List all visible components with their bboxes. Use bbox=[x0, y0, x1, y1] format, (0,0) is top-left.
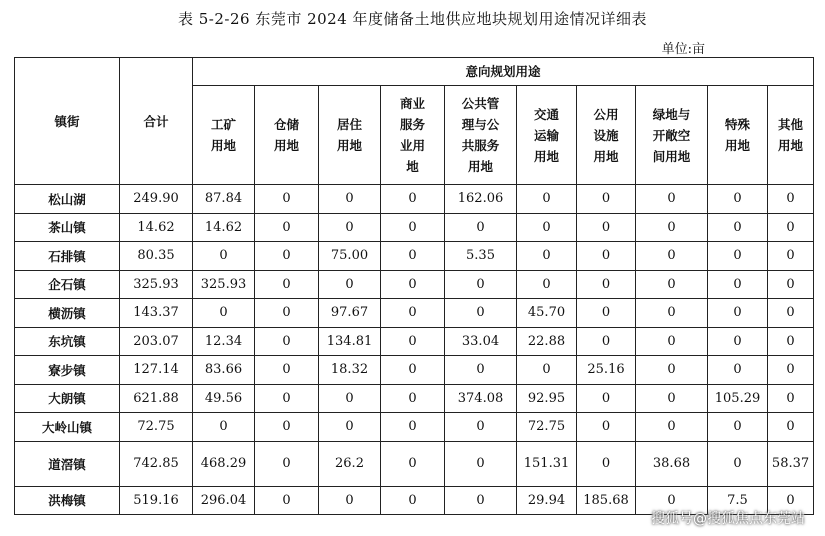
table-title: 表 5-2-26 东莞市 2024 年度储备土地供应地块规划用途情况详细表 bbox=[177, 10, 648, 28]
header-col-line: 用地 bbox=[336, 138, 362, 153]
header-col-line: 地 bbox=[406, 159, 419, 174]
town-cell: 大朗镇 bbox=[15, 384, 120, 413]
table-row bbox=[15, 356, 814, 385]
table-row bbox=[15, 441, 814, 486]
town-cell: 大岭山镇 bbox=[15, 413, 120, 442]
value-cell: 0 bbox=[255, 327, 319, 356]
header-col-line: 开敞空 bbox=[652, 127, 691, 143]
header-col-line: 工矿 bbox=[210, 117, 236, 132]
value-cell: 0 bbox=[768, 486, 814, 515]
value-cell: 0 bbox=[255, 185, 319, 214]
header-col-3 bbox=[381, 86, 445, 185]
town-cell: 企石镇 bbox=[15, 270, 120, 299]
town-cell: 寮步镇 bbox=[15, 356, 120, 385]
total-cell: 72.75 bbox=[120, 413, 193, 442]
value-cell: 0 bbox=[768, 413, 814, 442]
value-cell: 0 bbox=[445, 299, 517, 328]
value-cell: 134.81 bbox=[319, 327, 381, 356]
value-cell: 185.68 bbox=[577, 486, 636, 515]
value-cell: 0 bbox=[577, 384, 636, 413]
value-cell: 0 bbox=[768, 185, 814, 214]
town-cell: 东坑镇 bbox=[15, 327, 120, 356]
header-col-6 bbox=[577, 86, 636, 185]
value-cell: 0 bbox=[636, 185, 708, 214]
value-cell: 97.67 bbox=[319, 299, 381, 328]
header-col-line: 用地 bbox=[210, 138, 236, 153]
header-col-7 bbox=[636, 86, 708, 185]
value-cell: 0 bbox=[708, 441, 768, 486]
value-cell: 0 bbox=[768, 384, 814, 413]
value-cell: 7.5 bbox=[708, 486, 768, 515]
header-col-8 bbox=[708, 86, 768, 185]
unit-label: 单位:亩 bbox=[661, 42, 705, 57]
value-cell: 0 bbox=[577, 213, 636, 242]
value-cell: 0 bbox=[636, 299, 708, 328]
value-cell: 0 bbox=[517, 242, 577, 271]
total-cell: 519.16 bbox=[120, 486, 193, 515]
value-cell: 0 bbox=[517, 185, 577, 214]
value-cell: 5.35 bbox=[445, 242, 517, 271]
value-cell: 0 bbox=[577, 270, 636, 299]
value-cell: 0 bbox=[193, 299, 255, 328]
town-cell: 横沥镇 bbox=[15, 299, 120, 328]
header-col-0 bbox=[193, 86, 255, 185]
value-cell: 296.04 bbox=[193, 486, 255, 515]
value-cell: 0 bbox=[381, 185, 445, 214]
total-cell: 203.07 bbox=[120, 327, 193, 356]
value-cell: 0 bbox=[577, 413, 636, 442]
value-cell: 0 bbox=[381, 441, 445, 486]
value-cell: 0 bbox=[577, 299, 636, 328]
value-cell: 0 bbox=[636, 486, 708, 515]
value-cell: 0 bbox=[381, 384, 445, 413]
value-cell: 92.95 bbox=[517, 384, 577, 413]
value-cell: 83.66 bbox=[193, 356, 255, 385]
header-col-line: 用地 bbox=[273, 138, 299, 153]
header-col-1 bbox=[255, 86, 319, 185]
header-col-2 bbox=[319, 86, 381, 185]
value-cell: 29.94 bbox=[517, 486, 577, 515]
value-cell: 0 bbox=[255, 242, 319, 271]
value-cell: 0 bbox=[517, 356, 577, 385]
table-row bbox=[15, 299, 814, 328]
value-cell: 0 bbox=[381, 356, 445, 385]
value-cell: 0 bbox=[636, 327, 708, 356]
value-cell: 0 bbox=[255, 441, 319, 486]
table-row bbox=[15, 242, 814, 271]
value-cell: 151.31 bbox=[517, 441, 577, 486]
value-cell: 0 bbox=[319, 213, 381, 242]
header-group: 意向规划用途 bbox=[193, 58, 814, 86]
value-cell: 0 bbox=[636, 270, 708, 299]
value-cell: 0 bbox=[445, 441, 517, 486]
value-cell: 33.04 bbox=[445, 327, 517, 356]
value-cell: 468.29 bbox=[193, 441, 255, 486]
value-cell: 22.88 bbox=[517, 327, 577, 356]
total-cell: 742.85 bbox=[120, 441, 193, 486]
value-cell: 0 bbox=[708, 185, 768, 214]
value-cell: 0 bbox=[768, 270, 814, 299]
header-col-line: 理与公 bbox=[461, 117, 500, 132]
total-cell: 325.93 bbox=[120, 270, 193, 299]
total-cell: 14.62 bbox=[120, 213, 193, 242]
value-cell: 0 bbox=[517, 270, 577, 299]
value-cell: 0 bbox=[708, 356, 768, 385]
header-col-line: 用地 bbox=[593, 148, 619, 164]
value-cell: 0 bbox=[577, 242, 636, 271]
value-cell: 0 bbox=[319, 185, 381, 214]
table-row bbox=[15, 185, 814, 214]
value-cell: 75.00 bbox=[319, 242, 381, 271]
value-cell: 0 bbox=[255, 356, 319, 385]
header-col-line: 公共管 bbox=[461, 96, 500, 111]
value-cell: 0 bbox=[768, 299, 814, 328]
header-total: 合计 bbox=[120, 58, 193, 185]
value-cell: 374.08 bbox=[445, 384, 517, 413]
value-cell: 105.29 bbox=[708, 384, 768, 413]
value-cell: 0 bbox=[708, 270, 768, 299]
value-cell: 0 bbox=[636, 384, 708, 413]
header-col-line: 共服务 bbox=[461, 138, 500, 153]
value-cell: 0 bbox=[193, 413, 255, 442]
value-cell: 45.70 bbox=[517, 299, 577, 328]
value-cell: 0 bbox=[381, 242, 445, 271]
header-col-line: 居住 bbox=[336, 117, 362, 132]
value-cell: 0 bbox=[381, 213, 445, 242]
watermark: 搜狐号@搜狐焦点东莞站 bbox=[651, 511, 805, 527]
total-cell: 80.35 bbox=[120, 242, 193, 271]
header-col-line: 用地 bbox=[533, 148, 559, 164]
value-cell: 0 bbox=[255, 299, 319, 328]
table-row bbox=[15, 384, 814, 413]
town-cell: 道滘镇 bbox=[15, 441, 120, 486]
header-col-4 bbox=[445, 86, 517, 185]
header-col-line: 用地 bbox=[467, 159, 493, 174]
total-cell: 127.14 bbox=[120, 356, 193, 385]
value-cell: 0 bbox=[445, 213, 517, 242]
land-use-table bbox=[14, 57, 814, 515]
header-col-line: 用地 bbox=[724, 138, 750, 153]
value-cell: 0 bbox=[636, 356, 708, 385]
header-col-line: 其他 bbox=[778, 117, 804, 132]
value-cell: 0 bbox=[255, 270, 319, 299]
value-cell: 0 bbox=[319, 413, 381, 442]
town-cell: 洪梅镇 bbox=[15, 486, 120, 515]
value-cell: 0 bbox=[445, 356, 517, 385]
value-cell: 0 bbox=[517, 213, 577, 242]
value-cell: 25.16 bbox=[577, 356, 636, 385]
value-cell: 0 bbox=[708, 327, 768, 356]
value-cell: 0 bbox=[381, 270, 445, 299]
value-cell: 0 bbox=[193, 242, 255, 271]
value-cell: 0 bbox=[708, 413, 768, 442]
header-col-line: 绿地与 bbox=[652, 106, 691, 122]
value-cell: 87.84 bbox=[193, 185, 255, 214]
town-cell: 茶山镇 bbox=[15, 213, 120, 242]
value-cell: 0 bbox=[636, 413, 708, 442]
value-cell: 162.06 bbox=[445, 185, 517, 214]
header-col-line: 服务 bbox=[399, 117, 425, 132]
value-cell: 72.75 bbox=[517, 413, 577, 442]
table-row bbox=[15, 413, 814, 442]
value-cell: 0 bbox=[577, 185, 636, 214]
value-cell: 0 bbox=[381, 486, 445, 515]
value-cell: 14.62 bbox=[193, 213, 255, 242]
value-cell: 0 bbox=[708, 242, 768, 271]
table-row bbox=[15, 270, 814, 299]
header-col-line: 运输 bbox=[533, 127, 559, 143]
value-cell: 26.2 bbox=[319, 441, 381, 486]
value-cell: 0 bbox=[445, 486, 517, 515]
value-cell: 0 bbox=[319, 486, 381, 515]
value-cell: 0 bbox=[768, 213, 814, 242]
value-cell: 49.56 bbox=[193, 384, 255, 413]
value-cell: 0 bbox=[255, 213, 319, 242]
value-cell: 0 bbox=[708, 299, 768, 328]
value-cell: 0 bbox=[768, 327, 814, 356]
value-cell: 0 bbox=[768, 242, 814, 271]
header-col-line: 间用地 bbox=[652, 148, 691, 164]
town-cell: 石排镇 bbox=[15, 242, 120, 271]
header-col-line: 交通 bbox=[533, 106, 559, 122]
town-cell: 松山湖 bbox=[15, 185, 120, 214]
value-cell: 0 bbox=[255, 384, 319, 413]
value-cell: 0 bbox=[445, 270, 517, 299]
value-cell: 0 bbox=[577, 327, 636, 356]
value-cell: 0 bbox=[636, 242, 708, 271]
header-col-line: 设施 bbox=[593, 127, 619, 143]
header-col-line: 商业 bbox=[399, 96, 425, 111]
total-cell: 621.88 bbox=[120, 384, 193, 413]
value-cell: 58.37 bbox=[768, 441, 814, 486]
value-cell: 0 bbox=[768, 356, 814, 385]
value-cell: 325.93 bbox=[193, 270, 255, 299]
header-col-9 bbox=[768, 86, 814, 185]
value-cell: 38.68 bbox=[636, 441, 708, 486]
value-cell: 0 bbox=[319, 384, 381, 413]
value-cell: 0 bbox=[577, 441, 636, 486]
value-cell: 0 bbox=[381, 327, 445, 356]
header-col-5 bbox=[517, 86, 577, 185]
value-cell: 0 bbox=[636, 213, 708, 242]
header-col-line: 公用 bbox=[593, 106, 619, 122]
header-col-line: 仓储 bbox=[273, 117, 299, 132]
header-col-line: 用地 bbox=[778, 138, 804, 153]
value-cell: 0 bbox=[445, 413, 517, 442]
total-cell: 249.90 bbox=[120, 185, 193, 214]
value-cell: 18.32 bbox=[319, 356, 381, 385]
value-cell: 0 bbox=[255, 486, 319, 515]
header-col-line: 业用 bbox=[399, 138, 425, 153]
value-cell: 0 bbox=[381, 299, 445, 328]
table-row bbox=[15, 213, 814, 242]
value-cell: 12.34 bbox=[193, 327, 255, 356]
header-col-line: 特殊 bbox=[724, 117, 750, 132]
total-cell: 143.37 bbox=[120, 299, 193, 328]
value-cell: 0 bbox=[381, 413, 445, 442]
header-town: 镇街 bbox=[15, 58, 120, 185]
table-row bbox=[15, 327, 814, 356]
value-cell: 0 bbox=[708, 213, 768, 242]
value-cell: 0 bbox=[255, 413, 319, 442]
value-cell: 0 bbox=[319, 270, 381, 299]
